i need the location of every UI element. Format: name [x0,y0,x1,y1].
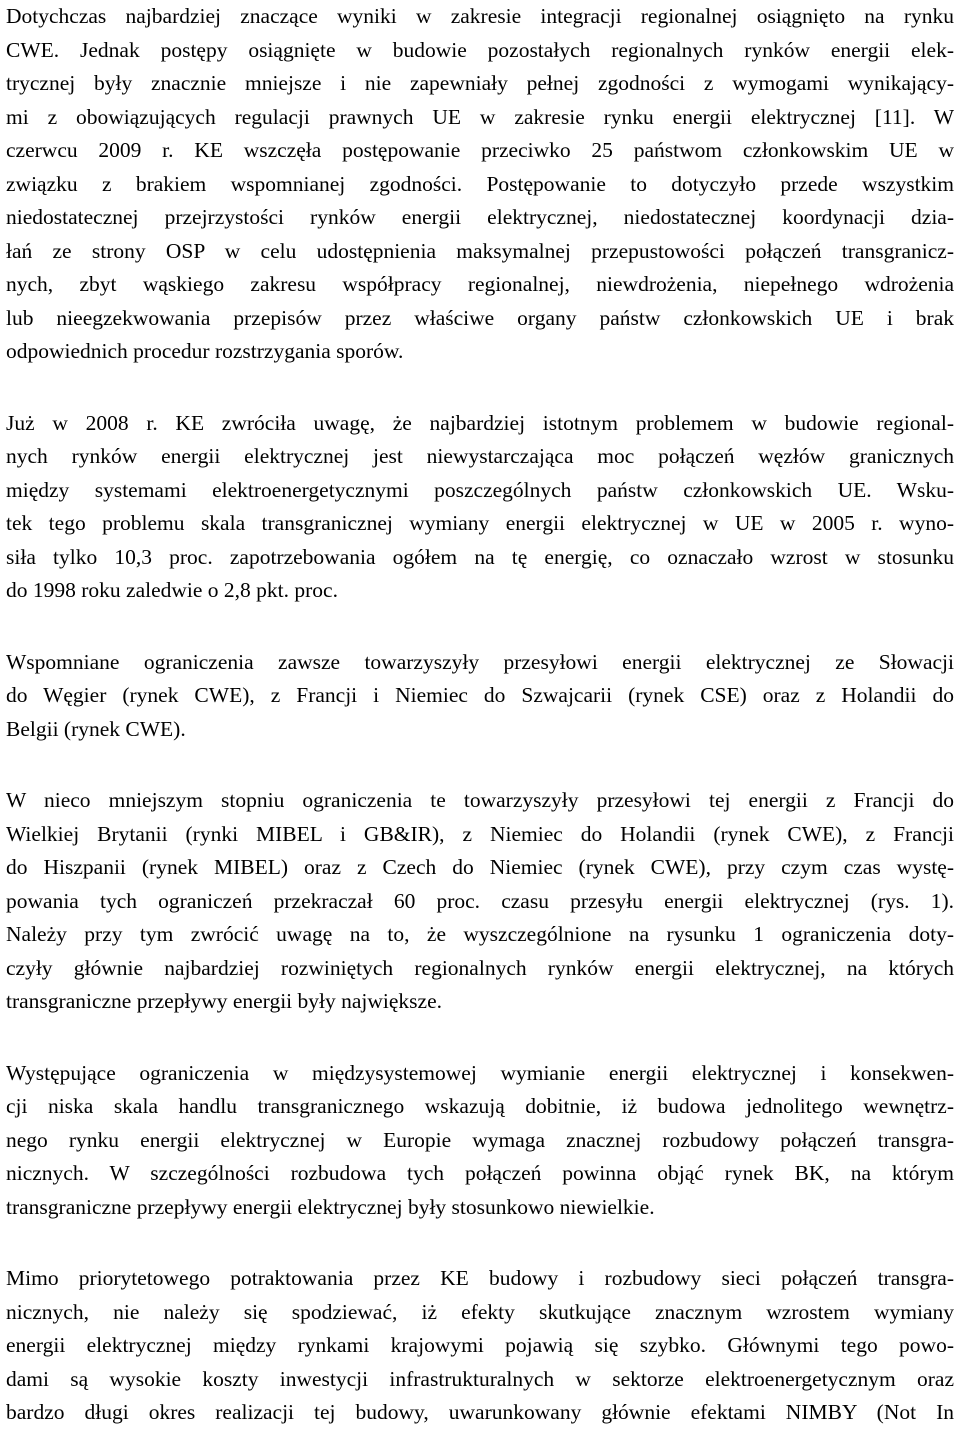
text-line: odpowiednich procedur rozstrzygania sporów. [6,339,404,363]
paragraph [6,1057,954,1225]
text-line: Wielkiej Brytanii (rynki MIBEL i GB&IR), z Niemiec do Holandii (rynek CWE), z Francji [6,821,954,846]
text-line: cji niska skala handlu transgranicznego wskazują dobitnie, iż budowa jednolitego wewnętrz- [6,1094,954,1118]
text-line: lub nieegzekwowania przepisów przez właściwe organy państw członkowskich UE i brak [6,305,954,330]
text-line: Belgii (rynek CWE). [6,716,186,741]
text-line: transgraniczne przepływy energii były największe. [6,989,443,1013]
text-line: siła tylko 10,3 proc. zapotrzebowania ogółem na tę energię, co oznaczało wzrost w stosunku [6,544,954,569]
text-line: nicznych. W szczególności rozbudowa tych połączeń powinna objąć rynek BK, na którym [6,1161,954,1185]
text-line: Występujące ograniczenia w międzysystemowej wymianie energii elektrycznej i konsekwen- [6,1060,954,1085]
text-line: mi z obowiązujących regulacji prawnych UE w zakresie rynku energii elektrycznej [11]. W [6,104,954,129]
text-line: powania tych ograniczeń przekraczał 60 proc. czasu przesyłu energii elektrycznej (rys. 1). [6,888,954,913]
text-line: nicznych, nie należy się spodziewać, iż efekty skutkujące znacznym wzrostem wymiany [6,1299,954,1324]
document-page [6,0,954,1430]
text-line: bardzo długi okres realizacji tej budowy, uwarunkowany głównie efektami NIMBY (Not In [6,1400,954,1424]
paragraph [6,784,954,1019]
paragraph [6,0,954,369]
text-line: między systemami elektroenergetycznymi poszczególnych państw członkowskich UE. Wsku- [6,477,954,502]
paragraph-spacer [6,369,954,407]
text-line: Dotychczas najbardziej znaczące wyniki w zakresie integracji regionalnej osiągnięto na rynku [6,4,954,28]
text-line: CWE. Jednak postępy osiągnięte w budowie pozostałych regionalnych rynków energii elek- [6,37,954,62]
text-line: czerwcu 2009 r. KE wszczęła postępowanie przeciwko 25 państwom członkowskim UE w [6,138,954,162]
paragraph-spacer [6,1019,954,1057]
text-line: transgraniczne przepływy energii elektrycznej były stosunkowo niewielkie. [6,1194,655,1219]
text-line: nego rynku energii elektrycznej w Europie wymaga znacznej rozbudowy połączeń transgra- [6,1127,954,1152]
text-line: Wspomniane ograniczenia zawsze towarzyszyły przesyłowi energii elektrycznej ze Słowacji [6,649,954,674]
paragraph-spacer [6,1224,954,1262]
text-line: do 1998 roku zaledwie o 2,8 pkt. proc. [6,578,338,602]
text-line: nych, zbyt wąskiego zakresu współpracy regionalnej, niewdrożenia, niepełnego wdrożenia [6,272,954,296]
text-line: związku z brakiem wspomnianej zgodności. Postępowanie to dotyczyło przede wszystkim [6,171,954,196]
paragraph [6,1262,954,1430]
paragraph-spacer [6,608,954,646]
text-line: niedostatecznej przejrzystości rynków energii elektrycznej, niedostatecznej koordynacji dzia- [6,205,954,229]
text-line: tek tego problemu skala transgranicznej wymiany energii elektrycznej w UE w 2005 r. wyno- [6,511,954,535]
text-line: dami są wysokie koszty inwestycji infrastrukturalnych w sektorze elektroenergetycznym oraz [6,1366,954,1391]
text-line: do Hiszpanii (rynek MIBEL) oraz z Czech do Niemiec (rynek CWE), przy czym czas wystę- [6,855,954,879]
text-line: Mimo priorytetowego potraktowania przez KE budowy i rozbudowy sieci połączeń transgra- [6,1266,954,1290]
text-line: nych rynków energii elektrycznej jest niewystarczająca moc połączeń węzłów granicznych [6,444,954,468]
text-line: do Węgier (rynek CWE), z Francji i Niemiec do Szwajcarii (rynek CSE) oraz z Holandii do [6,683,954,707]
text-line: łań ze strony OSP w celu udostępnienia maksymalnej przepustowości połączeń transgranicz- [6,238,954,263]
text-line: Należy przy tym zwrócić uwagę na to, że wyszczególnione na rysunku 1 ograniczenia doty- [6,922,954,946]
paragraph [6,407,954,608]
text-line: trycznej były znacznie mniejsze i nie zapewniały pełnej zgodności z wymogami wynikający- [6,71,954,95]
paragraph [6,646,954,747]
text-line: Już w 2008 r. KE zwróciła uwagę, że najbardziej istotnym problemem w budowie regional- [6,410,954,435]
text-line: energii elektrycznej między rynkami krajowymi pojawią się szybko. Głównymi tego powo- [6,1333,954,1357]
paragraph-spacer [6,746,954,784]
text-line: W nieco mniejszym stopniu ograniczenia te towarzyszyły przesyłowi tej energii z Francji do [6,788,954,812]
text-line: czyły głównie najbardziej rozwiniętych regionalnych rynków energii elektrycznej, na których [6,955,954,980]
